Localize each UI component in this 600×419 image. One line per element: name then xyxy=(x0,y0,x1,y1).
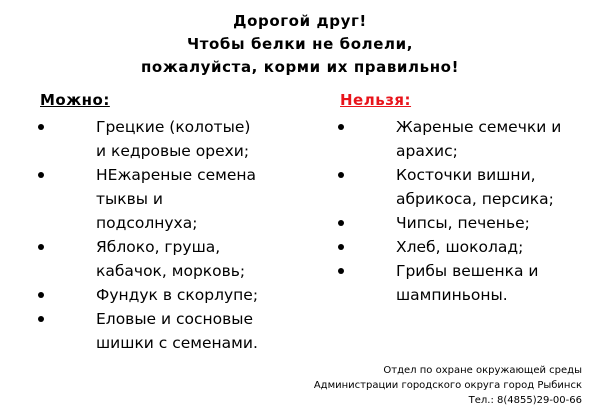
forbidden-item-line: Хлеб, шоколад; xyxy=(396,238,524,256)
allowed-item-line: тыквы и xyxy=(96,190,164,208)
allowed-item-line: подсолнуха; xyxy=(96,214,198,232)
footer-administration: Администрации городского округа город Рыбинск xyxy=(313,380,582,391)
allowed-item xyxy=(38,163,278,235)
allowed-heading: Можно: xyxy=(40,91,110,109)
allowed-item-line: Фундук в скорлупе; xyxy=(96,286,259,304)
forbidden-item-line: Жареные семечки и xyxy=(396,118,562,136)
footer-department: Отдел по охране окружающей среды xyxy=(383,365,582,376)
bullet-icon xyxy=(38,172,44,178)
header-appeal: пожалуйста, корми их правильно! xyxy=(140,58,460,76)
header xyxy=(0,10,600,79)
footer-phone: Тел.: 8(4855)29-00-66 xyxy=(468,395,582,406)
bullet-icon xyxy=(38,316,44,322)
bullet-icon xyxy=(338,172,344,178)
bullet-icon xyxy=(338,268,344,274)
allowed-item-line: кабачок, морковь; xyxy=(96,262,246,280)
forbidden-item xyxy=(338,235,578,259)
header-greeting: Дорогой друг! xyxy=(233,12,367,30)
allowed-item-line: шишки с семенами. xyxy=(96,334,258,352)
forbidden-item-line: Чипсы, печенье; xyxy=(396,214,530,232)
forbidden-list xyxy=(338,115,578,307)
forbidden-item xyxy=(338,163,578,211)
allowed-list xyxy=(38,115,278,355)
forbidden-item-line: Грибы вешенка и xyxy=(396,262,539,280)
forbidden-item-line: шампиньоны. xyxy=(396,286,508,304)
footer xyxy=(314,363,582,408)
bullet-icon xyxy=(38,292,44,298)
allowed-item xyxy=(38,235,278,283)
forbidden-heading: Нельзя: xyxy=(340,91,412,109)
bullet-icon xyxy=(338,220,344,226)
allowed-item-line: Грецкие (колотые) xyxy=(96,118,251,136)
allowed-item xyxy=(38,307,278,355)
forbidden-item xyxy=(338,259,578,307)
forbidden-item xyxy=(338,211,578,235)
bullet-icon xyxy=(38,244,44,250)
bullet-icon xyxy=(38,124,44,130)
bullet-icon xyxy=(338,124,344,130)
header-subtitle: Чтобы белки не болели, xyxy=(186,35,414,53)
forbidden-item-line: абрикоса, персика; xyxy=(396,190,554,208)
allowed-item-line: Еловые и сосновые xyxy=(96,310,254,328)
forbidden-item-line: арахис; xyxy=(396,142,458,160)
allowed-item xyxy=(38,283,278,307)
forbidden-item-line: Косточки вишни, xyxy=(396,166,536,184)
allowed-item xyxy=(38,115,278,163)
allowed-item-line: Яблоко, груша, xyxy=(96,238,221,256)
bullet-icon xyxy=(338,244,344,250)
allowed-item-line: НЕжареные семена xyxy=(96,166,257,184)
allowed-item-line: и кедровые орехи; xyxy=(96,142,250,160)
forbidden-item xyxy=(338,115,578,163)
